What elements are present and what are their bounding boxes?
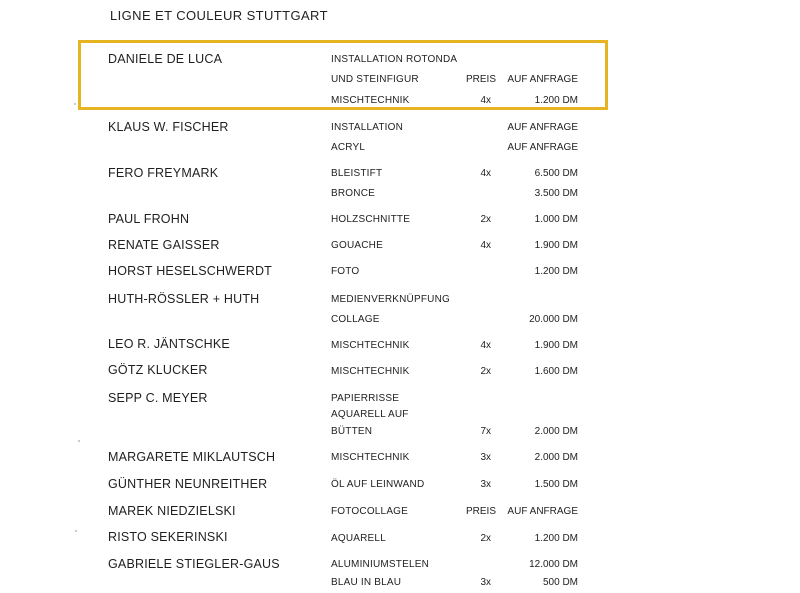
artist-name: PAUL FROHN (108, 212, 190, 226)
artist-name: SEPP C. MEYER (108, 391, 208, 405)
artist-name: HORST HESELSCHWERDT (108, 264, 273, 278)
price-text: 500 DM (542, 577, 578, 588)
artist-name: GÜNTHER NEUNREITHER (108, 477, 268, 491)
artwork-line (0, 188, 800, 204)
artist-name: MAREK NIEDZIELSKI (108, 504, 236, 518)
technique-text: UND STEINFIGUR (331, 74, 419, 85)
quantity-text: PREIS (465, 506, 496, 517)
artwork-line (0, 479, 800, 495)
price-text: AUF ANFRAGE (507, 142, 578, 153)
technique-text: GOUACHE (331, 240, 383, 251)
technique-text: ACRYL (331, 142, 366, 153)
price-text: 2.000 DM (534, 426, 578, 437)
price-text: AUF ANFRAGE (507, 122, 578, 133)
quantity-text: 3x (480, 577, 491, 588)
artwork-line (0, 266, 800, 282)
page-title: LIGNE ET COULEUR STUTTGART (110, 8, 328, 23)
artwork-line (0, 366, 800, 382)
technique-text: BLAU IN BLAU (331, 577, 402, 588)
artwork-line (0, 54, 800, 70)
quantity-text: 4x (480, 95, 491, 106)
technique-text: MISCHTECHNIK (331, 366, 410, 377)
quantity-text: 4x (480, 240, 491, 251)
quantity-text: 2x (480, 533, 491, 544)
technique-text: BÜTTEN (331, 426, 373, 437)
artwork-line (0, 426, 800, 442)
artwork-line (0, 393, 800, 409)
artist-name: LEO R. JÄNTSCHKE (108, 337, 230, 351)
technique-text: MEDIENVERKNÜPFUNG (331, 294, 450, 305)
technique-text: ÖL AUF LEINWAND (331, 479, 425, 490)
technique-text: MISCHTECHNIK (331, 340, 410, 351)
artist-name: GÖTZ KLUCKER (108, 363, 208, 377)
price-text: 1.000 DM (534, 214, 578, 225)
artwork-line (0, 214, 800, 230)
technique-text: COLLAGE (331, 314, 380, 325)
price-text: 1.200 DM (534, 266, 578, 277)
artist-name: DANIELE DE LUCA (108, 52, 223, 66)
artwork-line (0, 409, 800, 425)
technique-text: ALUMINIUMSTELEN (331, 559, 430, 570)
price-text: 1.900 DM (534, 240, 578, 251)
artist-name: FERO FREYMARK (108, 166, 219, 180)
quantity-text: 4x (480, 340, 491, 351)
artwork-line (0, 506, 800, 522)
technique-text: FOTO (331, 266, 360, 277)
technique-text: BRONCE (331, 188, 375, 199)
price-text: AUF ANFRAGE (507, 74, 578, 85)
price-text: 1.600 DM (534, 366, 578, 377)
quantity-text: PREIS (465, 74, 496, 85)
price-text: 1.500 DM (534, 479, 578, 490)
quantity-text: 4x (480, 168, 491, 179)
technique-text: MISCHTECHNIK (331, 452, 410, 463)
scan-speck (74, 103, 76, 105)
price-text: 20.000 DM (529, 314, 578, 325)
price-text: 3.500 DM (534, 188, 578, 199)
technique-text: BLEISTIFT (331, 168, 383, 179)
quantity-text: 2x (480, 366, 491, 377)
price-text: AUF ANFRAGE (507, 506, 578, 517)
technique-text: MISCHTECHNIK (331, 95, 410, 106)
artwork-line (0, 168, 800, 184)
artwork-line (0, 559, 800, 575)
artist-name: RENATE GAISSER (108, 238, 220, 252)
artwork-line (0, 577, 800, 593)
artist-name: KLAUS W. FISCHER (108, 120, 229, 134)
artwork-line (0, 95, 800, 111)
technique-text: AQUARELL AUF (331, 409, 409, 420)
artist-name: GABRIELE STIEGLER-GAUS (108, 557, 280, 571)
quantity-text: 7x (480, 426, 491, 437)
artwork-line (0, 314, 800, 330)
quantity-text: 3x (480, 479, 491, 490)
artwork-line (0, 122, 800, 138)
quantity-text: 3x (480, 452, 491, 463)
technique-text: INSTALLATION (331, 122, 404, 133)
quantity-text: 2x (480, 214, 491, 225)
price-text: 1.200 DM (534, 533, 578, 544)
scan-speck (75, 530, 77, 532)
artwork-line (0, 74, 800, 90)
price-text: 2.000 DM (534, 452, 578, 463)
scan-speck (78, 440, 80, 442)
price-text: 1.200 DM (534, 95, 578, 106)
technique-text: PAPIERRISSE (331, 393, 400, 404)
artwork-line (0, 533, 800, 549)
technique-text: AQUARELL (331, 533, 386, 544)
artwork-line (0, 142, 800, 158)
price-text: 1.900 DM (534, 340, 578, 351)
artwork-line (0, 240, 800, 256)
artwork-line (0, 452, 800, 468)
price-text: 6.500 DM (534, 168, 578, 179)
price-text: 12.000 DM (529, 559, 578, 570)
technique-text: HOLZSCHNITTE (331, 214, 411, 225)
artwork-line (0, 294, 800, 310)
technique-text: INSTALLATION ROTONDA (331, 54, 458, 65)
technique-text: FOTOCOLLAGE (331, 506, 409, 517)
artist-name: RISTO SEKERINSKI (108, 530, 228, 544)
artwork-line (0, 340, 800, 356)
artist-name: MARGARETE MIKLAUTSCH (108, 450, 276, 464)
artist-name: HUTH-RÖSSLER + HUTH (108, 292, 260, 306)
